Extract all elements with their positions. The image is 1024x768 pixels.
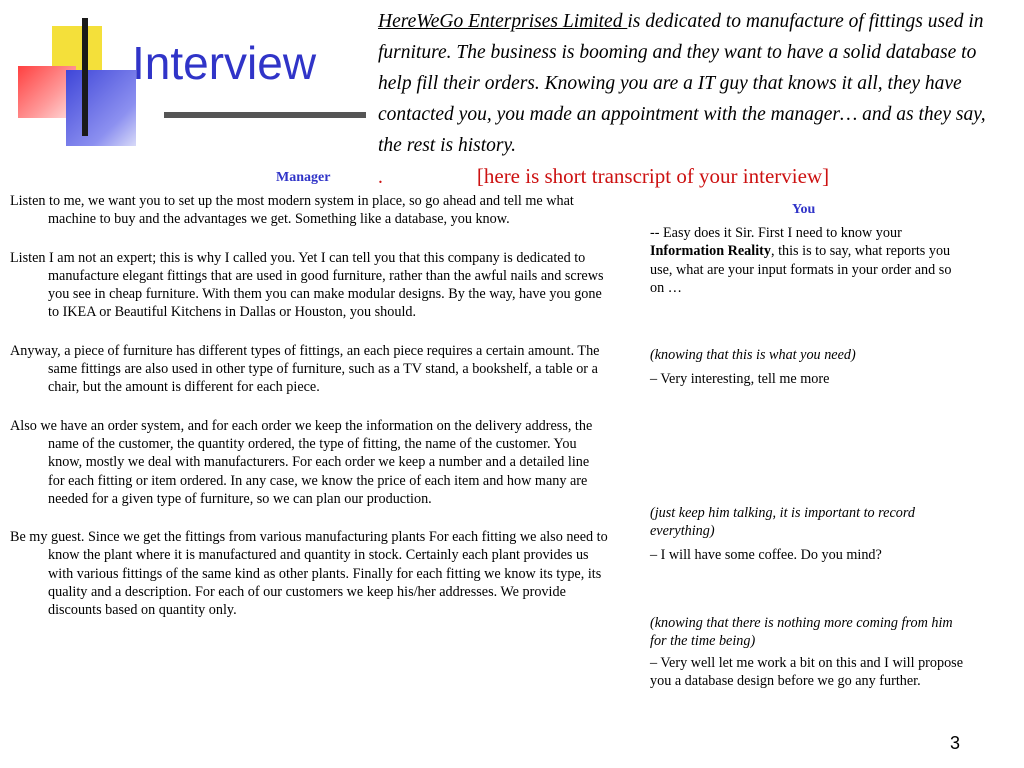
- reply1-start: -- Easy does it Sir. First I need to know your: [650, 225, 902, 241]
- manager-heading: Manager: [276, 170, 331, 185]
- logo-blue-square: [66, 70, 136, 146]
- manager-paragraph: Listen I am not an expert; this is why I called you. Yet I can tell you that this company is dedicated to manufacture elegant fittings that are used in good furniture, rather than the awful nails and screws you see in cheap furniture. With them you can make modular designs. By the way, have you gone to IKEA or Beautiful Kitchens in Dallas or Houston, you should.: [10, 249, 604, 321]
- manager-paragraph: Be my guest. Since we get the fittings from various manufacturing plants For each fitting we also need to know the plant where it is manufactured and quantity in stock. Certainly each plant provides us with various fittings of the same kind as other plants. Finally for each fitting we know its type, its quality and a description. For each of our customers we keep his/her addresses. We provide discounts based on quantity only.: [10, 529, 608, 619]
- note-3-text: (knowing that there is nothing more coming from him for the time being): [650, 615, 953, 650]
- manager-paragraph: Also we have an order system, and for each order we keep the information on the delivery address, the name of the customer, the quantity ordered, the type of fitting, the name of the customer. You know, mostly we deal with manufacturers. For each order we keep a number and a detailed line for each fitting or item ordered. In any case, we know the price of each item and how many are needed for a given type of furniture, so we can plan our production.: [10, 417, 593, 507]
- you-note-1: [650, 346, 968, 364]
- you-reply-1: [650, 224, 968, 297]
- reply-2-text: – Very interesting, tell me more: [650, 371, 830, 387]
- intro-text: [378, 6, 1008, 193]
- you-reply-4: [650, 654, 968, 691]
- reply-3-text: – I will have some coffee. Do you mind?: [650, 547, 882, 563]
- manager-paragraph: Listen to me, we want you to set up the most modern system in place, so go ahead and tell me what machine to buy and the advantages we get. Something like a database, you know.: [10, 193, 574, 228]
- manager-transcript: [10, 192, 608, 640]
- title-underline: [164, 112, 366, 118]
- logo-vertical-bar: [82, 18, 88, 136]
- intro-dot: .: [378, 167, 383, 188]
- note-1-text: (knowing that this is what you need): [650, 347, 856, 363]
- slide-title: Interview: [132, 37, 317, 89]
- company-name: HereWeGo Enterprises Limited: [378, 11, 628, 32]
- manager-paragraph: Anyway, a piece of furniture has different types of fittings, an each piece requires a certain amount. The same fittings are also used in other type of furniture, such as a TV stand, a bookshelf, a table or a chair, but the amount is different for each piece.: [10, 342, 600, 396]
- you-reply-2: [650, 370, 968, 388]
- reply1-end: , this is to say, what reports you use, what are your input formats in your order and so on …: [650, 243, 952, 296]
- you-heading: You: [792, 202, 816, 217]
- reply-4-text: – Very well let me work a bit on this and I will propose you a database design before we go any further.: [650, 655, 963, 690]
- intro-body: is dedicated to manufacture of fittings used in furniture. The business is booming and they want to have a solid database to help fill their orders. Knowing you are a IT guy that knows it all, they have contacted you, you made an appointment with the manager… and as they say, the rest is history.: [378, 11, 986, 156]
- logo: [18, 18, 138, 133]
- page-number: 3: [950, 733, 961, 753]
- information-reality: Information Reality: [650, 243, 771, 260]
- you-note-2: [650, 504, 968, 541]
- transcript-note: [here is short transcript of your interview]: [476, 164, 830, 188]
- you-note-3: [650, 614, 968, 651]
- note-2-text: (just keep him talking, it is important to record everything): [650, 505, 915, 540]
- you-reply-3: [650, 546, 968, 564]
